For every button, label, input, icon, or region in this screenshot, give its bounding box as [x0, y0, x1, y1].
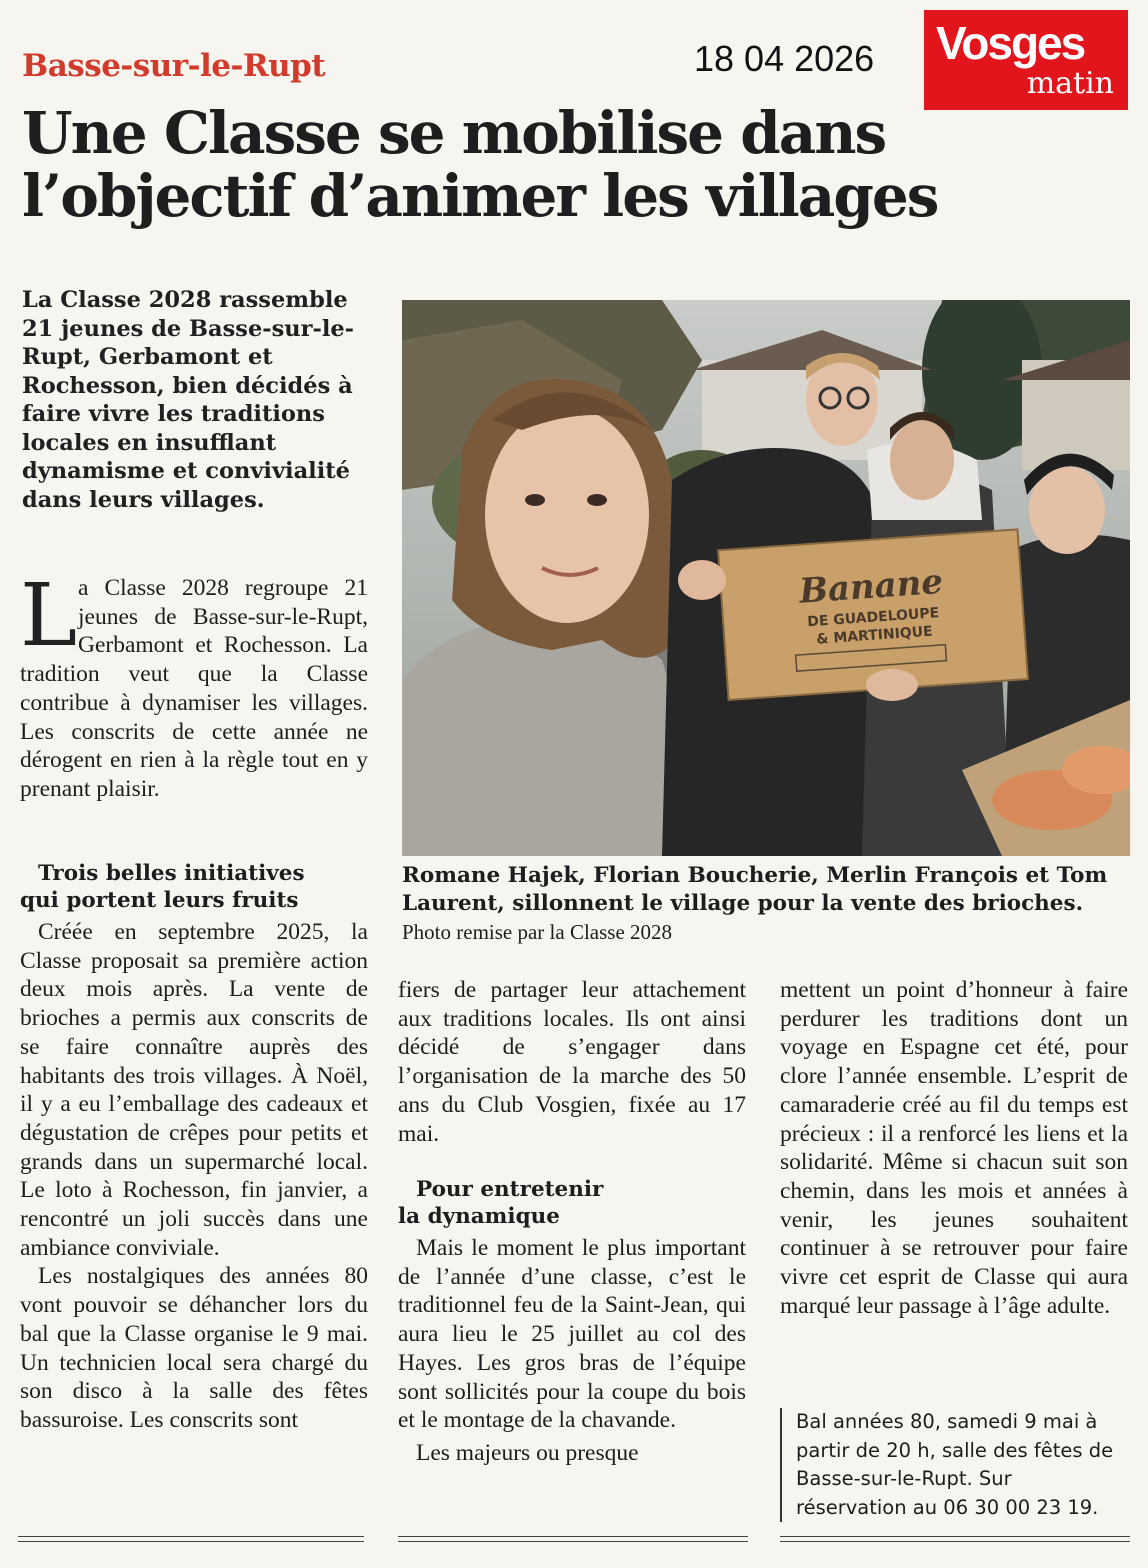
caption-names: Romane Hajek, Florian Boucherie, Merlin François et Tom Laurent, sillonnent le village pour la vente des brioches. [402, 863, 1108, 916]
intro-text: a Classe 2028 regroupe 21 jeunes de Basse-sur-le-Rupt, Gerbamont et Rochesson. La tradition veut que la Classe contribue à dynamiser les villages. Les conscrits de cette année ne dérogent en rien à la règle tout en y prenant plaisir. [20, 575, 368, 802]
paragraph-majeurs: Les majeurs ou presque [416, 1439, 639, 1466]
event-info-box: Bal années 80, samedi 9 mai à partir de 20 h, salle des fêtes de Basse-sur-le-Rupt. Sur réservation au 06 30 00 23 19. [780, 1408, 1128, 1522]
drop-cap: L [20, 566, 78, 666]
bottom-rule-column-1 [18, 1536, 364, 1542]
photo-caption [402, 862, 1130, 947]
subhead-dynamique [398, 1176, 746, 1230]
vosges-matin-logo [924, 10, 1128, 110]
headline-line-1: Une Classe se mobilise dans [22, 99, 886, 167]
location-kicker: Basse-sur-le-Rupt [22, 48, 326, 84]
column-2-body-top [398, 976, 746, 1148]
caption-credit: Photo remise par la Classe 2028 [402, 920, 673, 944]
box-origin-line-1: DE GUADELOUPE [806, 605, 940, 631]
box-brand-text: Banane [797, 561, 945, 612]
paragraph-club-vosgien: fiers de partager leur attachement aux traditions locales. Ils ont ainsi décidé de s’engager dans l’organisation de la marche des 50 ans du Club Vosgien, fixée au 17 mai. [398, 977, 746, 1147]
headline-line-2: l’objectif d’animer les villages [22, 162, 938, 230]
subhead-initiatives-line-1: Trois belles initiatives [38, 861, 305, 886]
paragraph-saint-jean: Mais le moment le plus important de l’année d’une classe, c’est le traditionnel feu de la Saint-Jean, qui aura lieu le 25 juillet au col des Hayes. Les gros bras de l’équipe sont sollicités pour la coupe du bois et le montage de la chavande. [398, 1235, 746, 1434]
column-2-body-bottom [398, 1234, 746, 1468]
column-3-body [780, 976, 1128, 1320]
bottom-rule-column-2 [398, 1536, 748, 1542]
subhead-dynamique-line-1: Pour entretenir [416, 1177, 604, 1202]
box-origin-line-2: & MARTINIQUE [815, 623, 934, 648]
subhead-initiatives-line-2: qui portent leurs fruits [20, 888, 299, 913]
paragraph-first-action: Créée en septembre 2025, la Classe proposait sa première action deux mois après. La vente de brioches a permis aux conscrits de se faire connaître auprès des habitants des trois villages. À Noël, il y a eu l’emballage des cadeaux et dégustation de crêpes pour petits et grands dans un supermarché local. Le loto à Rochesson, fin janvier, a rencontré un joli succès dans une ambiance conviviale. [20, 919, 368, 1261]
column-1-body [20, 918, 368, 1435]
clipping-date: 18 04 2026 [694, 38, 875, 79]
logo-word-matin: matin [1026, 66, 1114, 101]
bottom-rule-column-3 [780, 1536, 1130, 1542]
article-photo [402, 300, 1130, 856]
paragraph-bal-80: Les nostalgiques des années 80 vont pouvoir se déhancher lors du bal que la Classe organise le 9 mai. Un technicien local sera chargé du son disco à la salle des fêtes bassuroise. Les conscrits sont [20, 1263, 368, 1433]
logo-word-vosges: Vosges [936, 17, 1085, 69]
article-lead: La Classe 2028 rassemble 21 jeunes de Basse-sur-le-Rupt, Gerbamont et Rochesson, bien décidés à faire vivre les traditions locales en insufflant dynamisme et convivialité dans leurs villages. [22, 287, 355, 513]
paragraph-traditions-voyage: mettent un point d’honneur à faire perdurer les traditions dont un voyage en Espagne cet été, pour clore l’année ensemble. L’esprit de camaraderie créé au fil du temps est précieux : il a renforcé les liens et la solidarité. Même si chacun suit son chemin, dans les mois et années à venir, les jeunes souhaitent continuer à se retrouver pour faire vivre cet esprit de Classe qui aura marqué leur passage à l’âge adulte. [780, 977, 1128, 1319]
subhead-initiatives [20, 860, 368, 914]
article-headline [22, 99, 1012, 230]
intro-paragraph [20, 566, 368, 804]
subhead-dynamique-line-2: la dynamique [398, 1204, 560, 1229]
